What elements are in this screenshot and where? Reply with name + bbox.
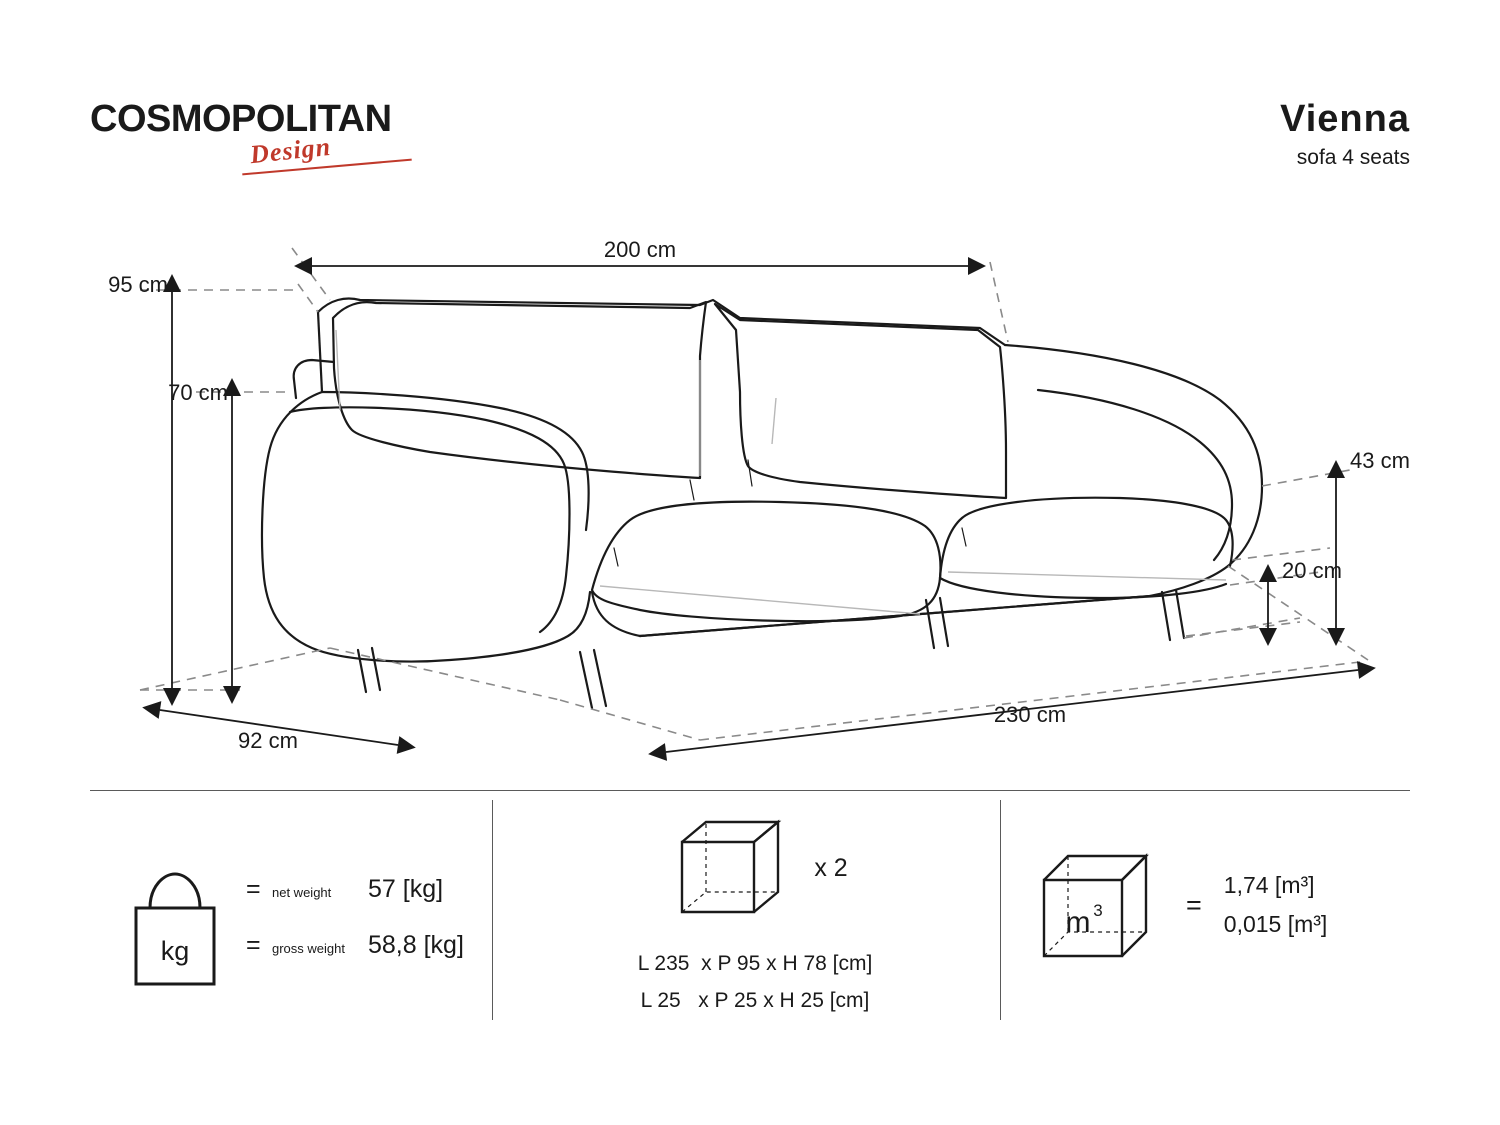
gross-weight-label: gross weight: [272, 941, 345, 956]
dimension-95-label: 95 cm: [108, 272, 168, 297]
volume-value-2: 0,015 [m³]: [1223, 911, 1328, 937]
dimension-200-label: 200 cm: [603, 237, 677, 262]
weight-bag-icon: [120, 860, 230, 1000]
gross-weight-row: [246, 931, 478, 987]
gross-weight-value: 58,8 [kg]: [368, 931, 464, 959]
weight-icon-label: kg: [160, 936, 190, 966]
net-weight-value: 57 [kg]: [368, 875, 444, 903]
weight-panel: [120, 800, 490, 1000]
net-weight-equals: =: [246, 875, 261, 903]
dimension-20: [1268, 558, 1342, 628]
product-subtitle: sofa 4 seats: [1296, 145, 1410, 169]
sofa-seams: [336, 330, 1226, 614]
volume-icon-exponent: 3: [1093, 901, 1103, 920]
net-weight-row: [246, 875, 478, 931]
dimension-95: [108, 272, 172, 688]
volume-panel: [1030, 800, 1430, 970]
dimension-20-label: 20 cm: [1282, 558, 1342, 583]
box-dimension-1: L 235 x P 95 x H 78 [cm]: [637, 952, 873, 975]
page-title: Vienna: [1280, 98, 1410, 140]
footer-divider-vertical-1: [492, 800, 493, 1020]
box-icon: [662, 808, 792, 928]
dimension-70: [168, 380, 232, 686]
brand-name: COSMOPOLITAN: [90, 98, 392, 140]
volume-icon-label: m: [1065, 906, 1091, 939]
sofa-outline: [262, 299, 1262, 709]
volume-box-icon: [1030, 840, 1160, 970]
dimension-43-label: 43 cm: [1350, 448, 1410, 473]
dimension-92: [160, 710, 398, 753]
footer-divider-vertical-2: [1000, 800, 1001, 1020]
net-weight-label: net weight: [272, 885, 332, 900]
dimension-230: [666, 670, 1358, 752]
dimension-92-label: 92 cm: [238, 728, 298, 753]
volume-equals: =: [1186, 889, 1202, 920]
construction-lines: [140, 248, 1368, 740]
volume-value-1: 1,74 [m³]: [1223, 871, 1315, 898]
dimension-43: [1336, 448, 1410, 628]
footer-divider-horizontal: [90, 790, 1410, 791]
dimension-200: [312, 237, 968, 266]
dimension-70-label: 70 cm: [168, 380, 228, 405]
brand-subtitle: Design: [248, 131, 333, 170]
packaging-panel: [520, 800, 990, 1020]
dimension-230-label: 230 cm: [993, 702, 1067, 727]
box-count-label: x 2: [814, 853, 848, 882]
gross-weight-equals: =: [246, 931, 261, 959]
box-dimension-2: L 25 x P 25 x H 25 [cm]: [640, 988, 870, 1012]
